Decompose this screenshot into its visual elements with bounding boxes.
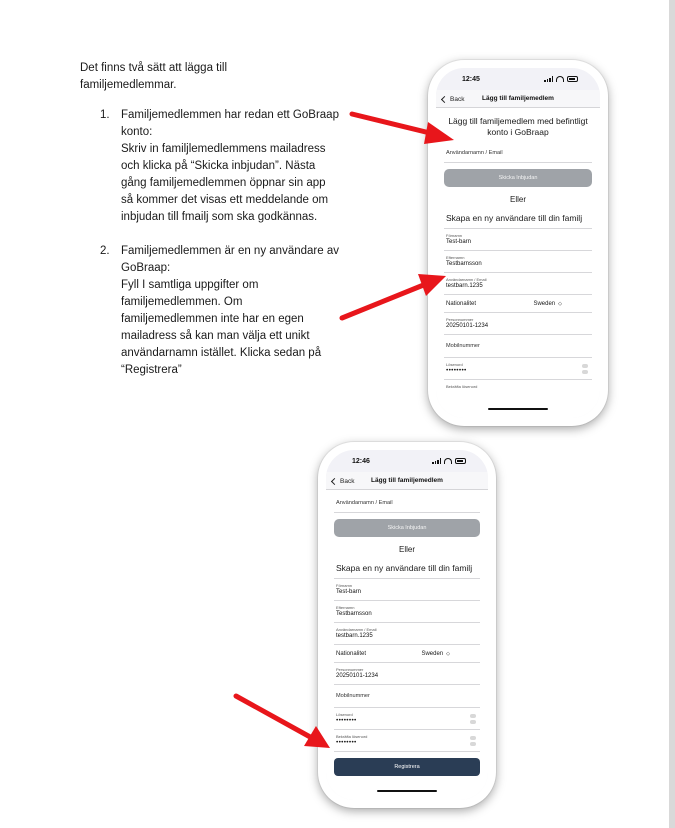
back-button[interactable]: [332, 472, 354, 490]
status-time: 12:45: [462, 75, 480, 83]
phone-screen: [326, 450, 488, 800]
field-value: Test-barn: [446, 239, 472, 245]
step-2: [100, 243, 340, 379]
mobile-input[interactable]: [334, 685, 480, 708]
personal-number-input[interactable]: [444, 313, 592, 335]
nationality-value: Sweden: [421, 650, 444, 657]
step-number: 1.: [100, 109, 110, 121]
red-arrow-1: [348, 108, 458, 150]
nav-bar: [436, 90, 600, 108]
field-label: Bekräfta lösenord: [336, 734, 368, 739]
username-email-input[interactable]: [334, 494, 480, 513]
step-title: Familjemedlemmen är en ny användare av GoBraap:: [121, 245, 339, 274]
eye-icon[interactable]: [470, 714, 476, 724]
nationality-label: Nationalitet: [446, 300, 477, 307]
mobile-placeholder: Mobilnummer: [446, 343, 480, 349]
confirm-password-dots: ••••••••: [336, 739, 357, 746]
username-input[interactable]: [334, 623, 480, 645]
firstname-input[interactable]: [334, 579, 480, 601]
password-input[interactable]: [444, 358, 592, 380]
eye-icon[interactable]: [582, 364, 588, 374]
nationality-value: Sweden: [533, 300, 556, 307]
page-edge: [669, 0, 675, 828]
field-label: Personnummer: [336, 667, 364, 672]
create-user-heading: Skapa en ny användare till din familj: [444, 210, 592, 229]
password-dots: ••••••••: [446, 367, 467, 374]
nav-bar: [326, 472, 488, 490]
wifi-icon: [444, 458, 452, 464]
field-label: Lösenord: [446, 362, 463, 367]
send-invite-button[interactable]: Skicka Inbjudan: [444, 169, 592, 187]
username-placeholder: Användarnamn / Email: [446, 150, 503, 156]
field-label: Efternamn: [446, 255, 465, 260]
signal-icon: [432, 458, 441, 464]
intro-text: Det finns två sätt att lägga till familjemedlemmar.: [80, 62, 228, 91]
field-value: testbarn.1235: [446, 283, 483, 289]
phone-screen: [436, 68, 600, 418]
mobile-placeholder: Mobilnummer: [336, 693, 370, 699]
signal-icon: [544, 76, 553, 82]
confirm-password-input[interactable]: [444, 380, 592, 393]
existing-account-heading: Lägg till familjemedlem med befintligt konto i GoBraap: [448, 116, 588, 137]
chevron-left-icon: [441, 95, 448, 102]
field-value: 20250101-1234: [446, 323, 489, 329]
home-indicator: [377, 790, 437, 793]
field-label: Förnamn: [446, 233, 463, 238]
username-input[interactable]: [444, 273, 592, 295]
field-value: Test-barn: [336, 589, 362, 595]
username-email-input[interactable]: [444, 144, 592, 163]
password-input[interactable]: [334, 708, 480, 730]
form: [326, 490, 488, 800]
lastname-input[interactable]: [444, 251, 592, 273]
register-button[interactable]: Registrera: [334, 758, 480, 776]
step-title: Familjemedlemmen har redan ett GoBraap konto:: [121, 109, 339, 138]
status-time: 12:46: [352, 457, 370, 465]
updown-chevron-icon: ◇: [558, 300, 562, 307]
battery-icon: [455, 458, 466, 464]
field-label: Förnamn: [336, 583, 353, 588]
username-placeholder: Användarnamn / Email: [336, 500, 393, 506]
status-bar: [326, 450, 488, 472]
status-bar: [436, 68, 600, 90]
firstname-input[interactable]: [444, 229, 592, 251]
nationality-label: Nationalitet: [336, 650, 367, 657]
field-label: Lösenord: [336, 712, 353, 717]
send-invite-button[interactable]: Skicka Inbjudan: [334, 519, 480, 537]
lastname-input[interactable]: [334, 601, 480, 623]
battery-icon: [567, 76, 578, 82]
red-arrow-3: [232, 692, 334, 754]
create-user-heading: Skapa en ny användare till din familj: [334, 560, 480, 579]
or-divider: Eller: [509, 195, 526, 204]
nationality-select[interactable]: [444, 295, 592, 313]
steps-list: [100, 107, 340, 396]
field-label: Användarnamn / Email: [336, 627, 377, 632]
step-1: [100, 107, 340, 226]
back-label: Back: [450, 95, 465, 103]
step-number: 2.: [100, 245, 110, 257]
password-dots: ••••••••: [336, 717, 357, 724]
field-label: Bekräfta lösenord: [446, 384, 478, 389]
field-value: Testbarnsson: [446, 261, 482, 267]
nav-title: Lägg till familjemedlem: [371, 477, 443, 484]
phone-screenshot-2: [318, 442, 496, 808]
form: [436, 108, 600, 418]
field-label: Personnummer: [446, 317, 474, 322]
field-label: Användarnamn / Email: [446, 277, 487, 282]
field-value: testbarn.1235: [336, 633, 373, 639]
field-value: 20250101-1234: [336, 673, 379, 679]
back-button[interactable]: [442, 90, 464, 108]
personal-number-input[interactable]: [334, 663, 480, 685]
chevron-left-icon: [331, 477, 338, 484]
home-indicator: [488, 408, 548, 411]
back-label: Back: [340, 477, 355, 485]
nationality-select[interactable]: [334, 645, 480, 663]
mobile-input[interactable]: [444, 335, 592, 358]
field-value: Testbarnsson: [336, 611, 372, 617]
step-text: Fyll I samtliga uppgifter om familjemedlemmen. Om familjemedlemmen inte har en egen mailadress så kan man välja ett unikt användarnamn istället. Klicka sedan på “Registrera”: [121, 279, 322, 376]
red-arrow-2: [338, 268, 450, 326]
field-label: Efternamn: [336, 605, 355, 610]
updown-chevron-icon: ◇: [446, 650, 450, 657]
step-text: Skriv in familjlemedlemmens mailadress och klicka på “Skicka inbjudan”. Nästa gång familjemedlemmen öppnar sin app så kommer det visas ett meddelande om inbjudan till fmailj som ska godkännas.: [121, 143, 329, 223]
confirm-password-input[interactable]: [334, 730, 480, 752]
nav-title: Lägg till familjemedlem: [482, 95, 554, 102]
eye-icon[interactable]: [470, 736, 476, 746]
or-divider: Eller: [398, 545, 415, 554]
wifi-icon: [556, 76, 564, 82]
